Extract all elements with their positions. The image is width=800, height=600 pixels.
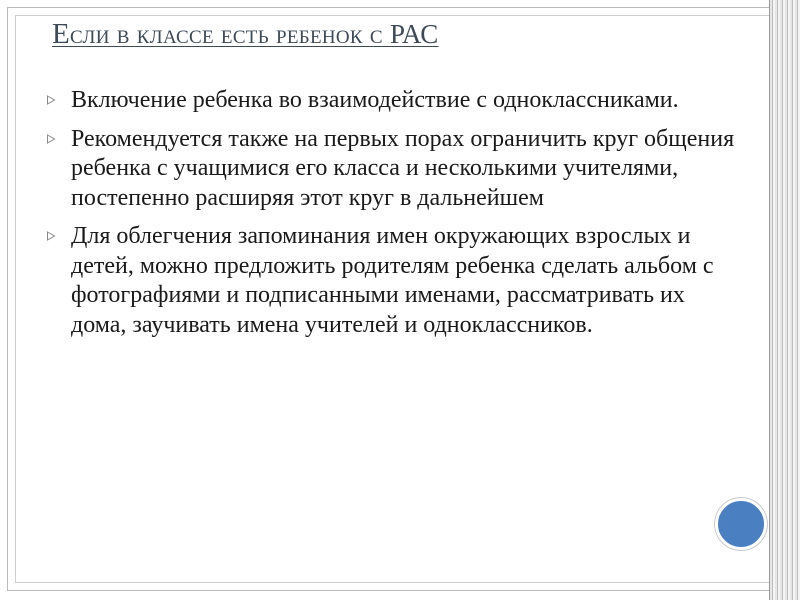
hollow-arrow-bullet-icon xyxy=(46,231,56,241)
bullet-text: Рекомендуется также на первых порах ограничить круг общения ребенка с учащимися его класса и несколькими учителями, постепенно расширяя этот круг в дальнейшем xyxy=(71,125,735,211)
hollow-arrow-bullet-icon xyxy=(46,134,56,144)
title-rest: сли в классе есть ребенок с xyxy=(70,19,390,49)
list-item xyxy=(46,222,746,340)
hollow-arrow-bullet-icon xyxy=(46,95,56,105)
bullet-text: Включение ребенка во взаимодействие с одноклассниками. xyxy=(71,87,679,113)
title-first-letter: Е xyxy=(52,18,71,50)
slide-title xyxy=(52,18,752,51)
bullet-list xyxy=(46,86,746,349)
title-abbreviation: РАС xyxy=(389,19,439,49)
list-item xyxy=(46,86,746,116)
decorative-blue-circle xyxy=(715,498,767,550)
bullet-text: Для облегчения запоминания имен окружающих взрослых и детей, можно предложить родителям ребенка сделать альбом с фотографиями и подписанными именами, рассматривать их дома, заучивать имена учителей и одноклассников. xyxy=(71,223,714,338)
decorative-striped-band xyxy=(770,0,800,600)
list-item xyxy=(46,125,746,214)
